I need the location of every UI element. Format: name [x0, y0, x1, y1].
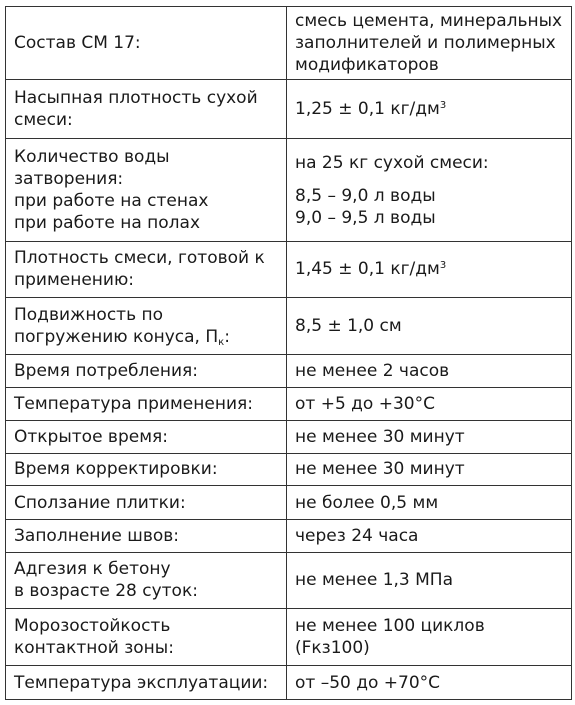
label-text: Количество воды [14, 147, 170, 168]
table-row [6, 666, 572, 700]
label-text: Подвижность по [14, 304, 164, 325]
value-text: не менее 100 циклов [295, 615, 485, 636]
label-text: Насыпная плотность сухой [14, 88, 258, 109]
value-text: не менее 1,3 МПа [295, 570, 454, 591]
value-main: 1,25 ± 0,1 кг/дм [295, 99, 440, 120]
label-text: Время корректировки: [14, 459, 218, 480]
label-subscript: к [218, 336, 225, 348]
label-text: применению: [14, 270, 135, 291]
label-cell [6, 486, 287, 520]
spacer [295, 174, 563, 185]
label-text: Время потребления: [14, 360, 198, 381]
value-cell [287, 387, 572, 420]
label-text: Температура эксплуатации: [14, 672, 269, 693]
label-cell [6, 139, 287, 242]
label-cell [6, 387, 287, 420]
value-text: 8,5 – 9,0 л воды [295, 185, 436, 206]
table-row [6, 387, 572, 420]
value-cell [287, 520, 572, 553]
label-text: Сползание плитки: [14, 492, 186, 513]
label-text: Адгезия к бетону [14, 559, 171, 580]
value-text: не менее 30 минут [295, 426, 465, 447]
label-cell [6, 7, 287, 80]
label-text: Заполнение швов: [14, 526, 180, 547]
value-text: 9,0 – 9,5 л воды [295, 207, 436, 228]
table-row [6, 297, 572, 354]
value-cell [287, 486, 572, 520]
label-text: при работе на полах [14, 213, 201, 234]
value-cell [287, 666, 572, 700]
table-row [6, 420, 572, 453]
table-row [6, 553, 572, 608]
table-row [6, 242, 572, 297]
label-text: Состав СМ 17: [14, 32, 141, 53]
label-text: Плотность смеси, готовой к [14, 248, 265, 269]
value-cell [287, 7, 572, 80]
value-superscript: 3 [439, 100, 447, 112]
table-row [6, 139, 572, 242]
label-text: при работе на стенах [14, 191, 209, 212]
label-text: смеси: [14, 110, 73, 131]
value-cell [287, 608, 572, 665]
value-text: не более 0,5 мм [295, 492, 439, 513]
label-cell [6, 420, 287, 453]
label-cell [6, 666, 287, 700]
value-superscript: 3 [439, 260, 447, 272]
label-cell [6, 520, 287, 553]
value-text: не менее 30 минут [295, 459, 465, 480]
label-text: затворения: [14, 169, 124, 190]
label-text: контактной зоны: [14, 637, 174, 658]
label-text: Открытое время: [14, 426, 168, 447]
value-text: 8,5 ± 1,0 см [295, 315, 402, 336]
table-row [6, 520, 572, 553]
value-text: модификаторов [295, 54, 439, 75]
value-cell [287, 242, 572, 297]
value-cell [287, 297, 572, 354]
label-cell [6, 453, 287, 486]
value-text [295, 98, 563, 120]
label-cell [6, 79, 287, 139]
value-main: 1,45 ± 0,1 кг/дм [295, 259, 440, 280]
table-row [6, 486, 572, 520]
table-row [6, 7, 572, 80]
label-cell [6, 355, 287, 388]
value-text: от +5 до +30°С [295, 393, 435, 414]
label-cell [6, 297, 287, 354]
label-cell [6, 242, 287, 297]
label-main: погружению конуса, П [14, 326, 219, 347]
label-text [14, 326, 278, 348]
table-row [6, 608, 572, 665]
value-text [295, 258, 563, 280]
label-text: Температура применения: [14, 393, 253, 414]
value-text: (Fкз100) [295, 637, 370, 658]
value-cell [287, 139, 572, 242]
value-cell [287, 355, 572, 388]
label-text: Морозостойкость [14, 615, 171, 636]
value-text: не менее 2 часов [295, 360, 450, 381]
value-text: от –50 до +70°С [295, 672, 441, 693]
table-row [6, 355, 572, 388]
label-cell [6, 608, 287, 665]
value-text: на 25 кг сухой смеси: [295, 152, 489, 173]
value-text: заполнителей и полимерных [295, 32, 556, 53]
value-text: смесь цемента, минеральных [295, 10, 563, 31]
label-text: в возрасте 28 суток: [14, 581, 198, 602]
specifications-table [5, 6, 572, 700]
table-row [6, 79, 572, 139]
value-cell [287, 79, 572, 139]
value-cell [287, 420, 572, 453]
table-row [6, 453, 572, 486]
value-cell [287, 453, 572, 486]
value-cell [287, 553, 572, 608]
value-text: через 24 часа [295, 526, 419, 547]
label-cell [6, 553, 287, 608]
specifications-table-container [5, 6, 569, 700]
label-colon: : [224, 326, 230, 347]
